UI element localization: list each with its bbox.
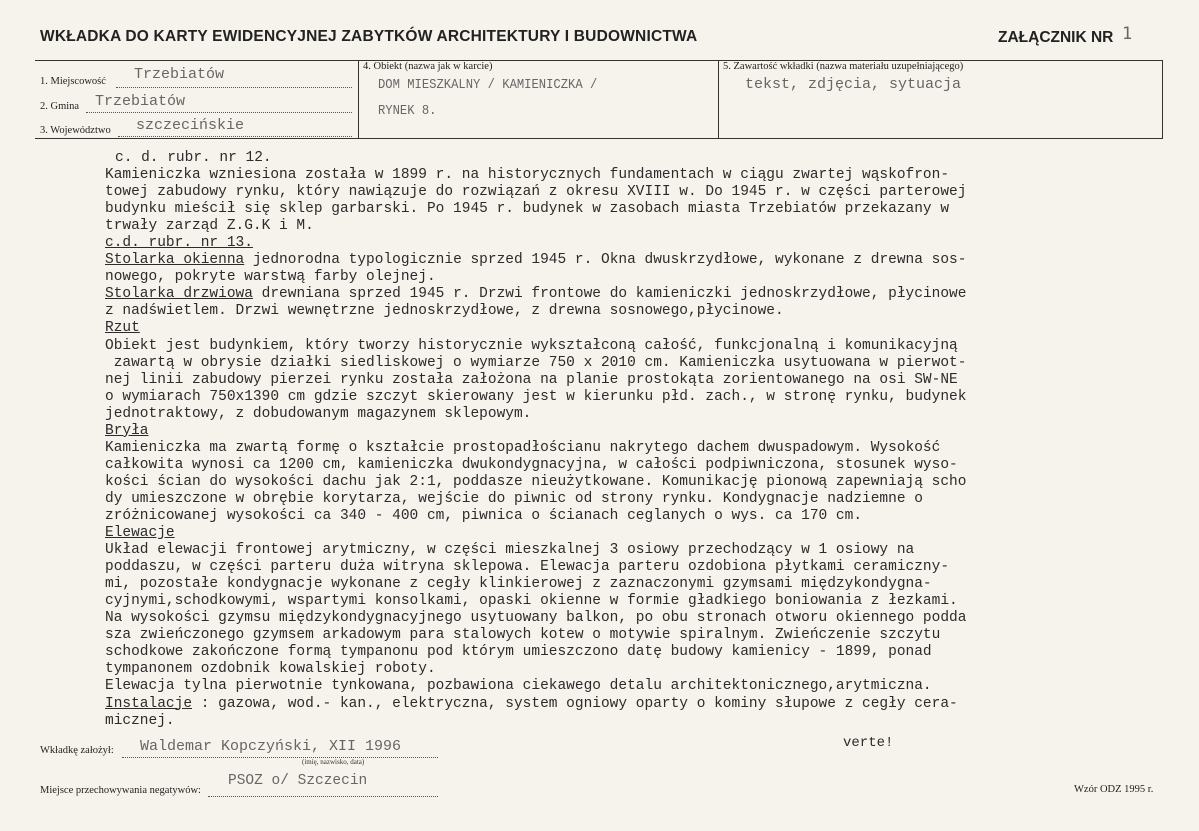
section-heading-instalacje: Instalacje <box>105 695 193 712</box>
right-border <box>1162 60 1163 138</box>
text-fragment: drewniana sprzed 1945 r. Drzwi frontowe do kamieniczki jednoskrzydłowe, płycinowe <box>252 286 967 303</box>
text-line: o wymiarach 750x1390 cm gdzie szczyt skierowany jest w kierunku płd. zach., w stronę rynku, budynek <box>105 388 967 405</box>
obiekt-value-line-2: RYNEK 8. <box>378 103 437 119</box>
zalozyl-value: Waldemar Kopczyński, XII 1996 <box>140 738 402 755</box>
zalozyl-hint: (imię, nazwisko, data) <box>302 758 365 766</box>
fields-bottom-rule <box>35 138 1163 139</box>
column-divider-2 <box>718 60 719 138</box>
wojewodztwo-line <box>118 136 352 137</box>
obiekt-label: 4. Obiekt (nazwa jak w karcie) <box>363 61 493 72</box>
text-line: Elewacja tylna pierwotnie tynkowana, pozbawiona ciekawego detalu architektonicznego,arytmiczna. <box>105 678 932 695</box>
miejsce-value: PSOZ o/ Szczecin <box>228 773 368 789</box>
text-line: mi, pozostałe kondygnacje wykonane z cegły klinkierowej z zaznaczonymi gzymsami międzykondygna- <box>105 576 932 593</box>
text-line: kości ścian do wysokości dachu jak 2:1, poddasze nieużytkowane. Komunikację pionową zapewniają scho <box>105 473 967 490</box>
text-line: trwały zarząd Z.G.K i M. <box>105 218 314 235</box>
wojewodztwo-label: 3. Województwo <box>40 125 111 136</box>
zawartosc-value: tekst, zdjęcia, sytuacja <box>745 76 962 93</box>
gmina-value: Trzebiatów <box>95 93 186 110</box>
top-rule <box>35 60 1163 61</box>
text-line: tympanonem ozdobnik kowalskiej roboty. <box>105 661 436 678</box>
section-heading-stolarka-okienna: Stolarka okienna <box>105 252 245 269</box>
text-line: schodkowe zakończone formą tympanonu pod którym umieszczono datę budowy kamienicy - 1899, ponad <box>105 644 932 661</box>
verte-note: verte! <box>843 735 894 751</box>
text-line <box>105 286 1165 303</box>
section-heading-stolarka-drzwiowa: Stolarka drzwiowa <box>105 286 253 303</box>
section-heading-rzut: Rzut <box>105 320 140 337</box>
section-heading-bryla: Bryła <box>105 422 149 439</box>
text-line <box>105 696 1165 713</box>
text-line: Układ elewacji frontowej arytmiczny, w części mieszkalnej 3 osiowy przechodzący w 1 osiowy na <box>105 542 915 559</box>
attachment-label: ZAŁĄCZNIK NR <box>998 29 1114 46</box>
text-line: Obiekt jest budynkiem, który tworzy historycznie wykształconą całość, funkcjonalną i komunikacyjną <box>105 337 958 354</box>
zawartosc-label: 5. Zawartość wkładki (nazwa materiału uzupełniającego) <box>723 61 964 72</box>
miejsce-line <box>208 796 438 797</box>
obiekt-value-line-1: DOM MIESZKALNY / KAMIENICZKA / <box>378 77 598 93</box>
text-line: micznej. <box>105 712 175 729</box>
section-heading-rubr-13: c.d. rubr. nr 13. <box>105 235 253 252</box>
text-line: nowego, pokryte warstwą farby olejnej. <box>105 269 436 286</box>
text-line: budynku mieścił się sklep garbarski. Po 1945 r. budynek w zasobach miasta Trzebiatów przekazany w <box>105 201 950 218</box>
text-line: zawartą w obrysie działki siedliskowej o wymiarze 750 x 2010 cm. Kamieniczka usytuowana w pierwot- <box>105 354 967 371</box>
gmina-line <box>86 112 352 113</box>
text-line: dy umieszczone w obrębie korytarza, wejście do piwnic od strony rynku. Kondygnacje nadziemne o <box>105 490 923 507</box>
text-line: sza zwieńczonego gzymsem arkadowym para stalowych kotew o motywie spiralnym. Zwieńczenie szczytu <box>105 627 941 644</box>
attachment-number: 1 <box>1122 24 1133 44</box>
text-fragment: : gazowa, wod.- kan., elektryczna, system ogniowy oparty o kominy słupowe z cegły cera- <box>192 695 958 712</box>
text-line: cyjnymi,schodkowymi, wspartymi konsolkami, opaski okienne w formie gładkiego boniowania z łezkami. <box>105 593 958 610</box>
text-line: c. d. rubr. nr 12. <box>115 150 272 166</box>
text-line: poddaszu, w części parteru duża witryna sklepowa. Elewacja parteru ozdobiona płytkami ceramiczny- <box>105 559 950 576</box>
text-line: z nadświetlem. Drzwi wewnętrzne jednoskrzydłowe, z drewna sosnowego,płycinowe. <box>105 303 784 320</box>
miejscowosc-value: Trzebiatów <box>134 66 225 83</box>
text-line: Kamieniczka ma zwartą formę o kształcie prostopadłościanu nakrytego dachem dwuspadowym. Wysokość <box>105 439 941 456</box>
description-text <box>105 150 1165 730</box>
section-heading-elewacje: Elewacje <box>105 525 175 542</box>
wojewodztwo-value: szczecińskie <box>136 117 245 134</box>
text-line: zróżnicowanej wysokości ca 340 - 400 cm, piwnica o ścianach ceglanych o wys. ca 170 cm. <box>105 507 863 524</box>
text-line: jednotraktowy, z dobudowanym magazynem sklepowym. <box>105 405 532 422</box>
miejscowosc-label: 1. Miejscowość <box>40 76 106 87</box>
text-line: Na wysokości gzymsu międzykondygnacyjnego usytuowany balkon, po obu stronach otworu okiennego podda <box>105 610 967 627</box>
text-line: Kamieniczka wzniesiona została w 1899 r. na historycznych fundamentach w ciągu zwartej wąskofron- <box>105 167 950 184</box>
form-title: WKŁADKA DO KARTY EWIDENCYJNEJ ZABYTKÓW ARCHITEKTURY I BUDOWNICTWA <box>40 28 698 45</box>
column-divider-1 <box>358 60 359 138</box>
text-line <box>105 252 1165 269</box>
gmina-label: 2. Gmina <box>40 101 80 112</box>
zalozyl-label: Wkładkę założył: <box>40 745 114 756</box>
text-line: towej zabudowy rynku, który nawiązuje do rozwiązań z okresu XVIII w. Do 1945 r. w części parterowej <box>105 184 967 201</box>
zalozyl-line <box>122 757 438 758</box>
text-fragment: jednorodna typologicznie sprzed 1945 r. Okna dwuskrzydłowe, wykonane z drewna sos- <box>244 252 967 269</box>
text-line: całkowita wynosi ca 1200 cm, kamieniczka dwukondygnacyjna, w całości podpiwniczona, stosunek wyso- <box>105 456 958 473</box>
text-line: nej linii zabudowy pierzei rynku została założona na planie prostokąta zorientowanego na osi SW-NE <box>105 371 958 388</box>
form-version: Wzór ODZ 1995 r. <box>1074 784 1154 795</box>
miejsce-label: Miejsce przechowywania negatywów: <box>40 785 201 796</box>
miejscowosc-line <box>116 87 352 88</box>
